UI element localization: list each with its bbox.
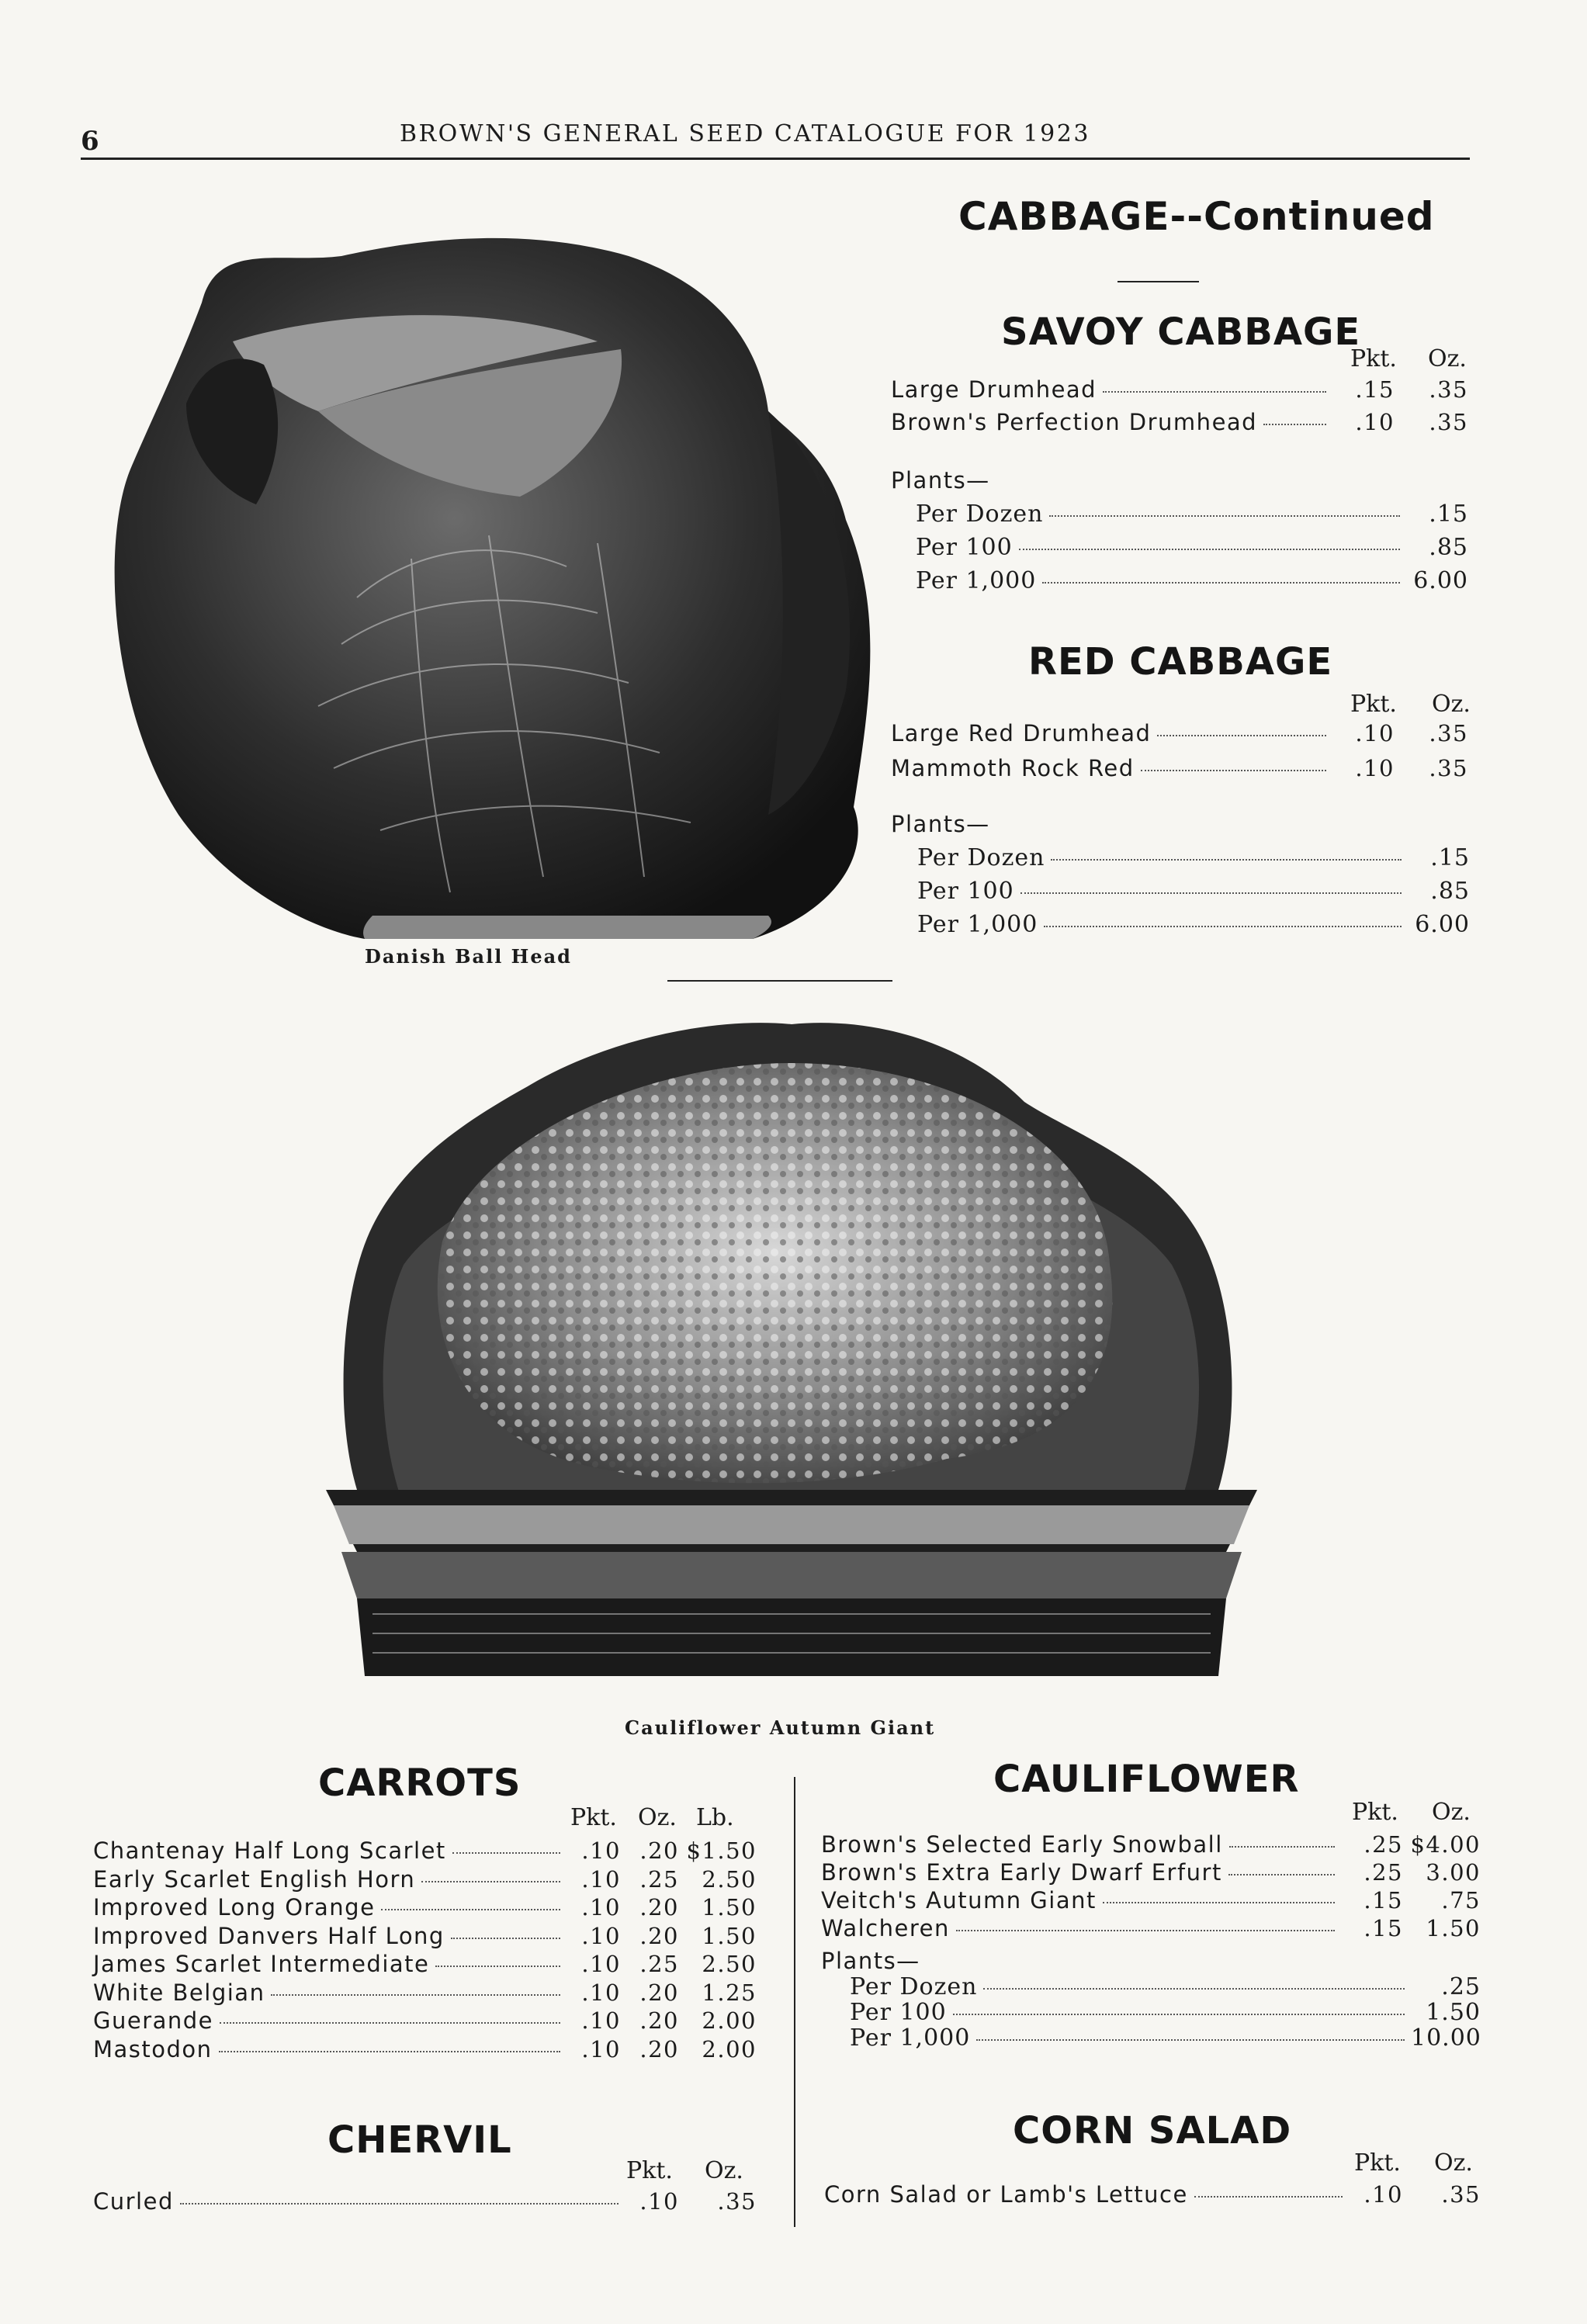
chervil-col-pkt: Pkt.	[626, 2157, 673, 2184]
list-item	[821, 1831, 1481, 1862]
plant-price: 10.00	[1411, 2024, 1481, 2052]
plant-qty: Per 1,000	[850, 2024, 971, 2052]
item-pkt: .10	[581, 1979, 621, 2006]
plant-qty: Per 1,000	[917, 911, 1038, 938]
list-item	[891, 755, 1468, 786]
item-name: Guerande	[93, 2007, 214, 2034]
list-item	[916, 567, 1468, 598]
item-name: Large Drumhead	[891, 376, 1097, 403]
plant-price: .25	[1441, 1973, 1481, 2000]
item-name: Veitch's Autumn Giant	[821, 1887, 1097, 1914]
running-title: BROWN'S GENERAL SEED CATALOGUE FOR 1923	[400, 120, 1090, 147]
carrots-heading: CARROTS	[318, 1761, 521, 1805]
item-oz: .20	[639, 1922, 679, 1949]
item-oz: 3.00	[1426, 1859, 1481, 1886]
item-name: Mammoth Rock Red	[891, 755, 1135, 781]
item-pkt: .10	[1355, 409, 1395, 435]
item-name: Chantenay Half Long Scarlet	[93, 1837, 446, 1864]
item-oz: .35	[717, 2188, 757, 2215]
plant-price: .85	[1430, 878, 1470, 905]
item-name: Brown's Extra Early Dwarf Erfurt	[821, 1859, 1222, 1886]
item-lb: $1.50	[686, 1837, 757, 1864]
column-divider	[794, 1777, 795, 2227]
cauliflower-heading: CAULIFLOWER	[993, 1758, 1300, 1801]
item-pkt: .10	[581, 1837, 621, 1864]
item-name: Improved Long Orange	[93, 1894, 376, 1921]
list-item	[891, 376, 1468, 407]
list-item	[93, 1923, 757, 1954]
item-pkt: .15	[1364, 1887, 1403, 1914]
short-divider	[1117, 281, 1199, 282]
item-lb: 2.00	[702, 2035, 757, 2063]
item-oz: .35	[1441, 2181, 1481, 2208]
list-item	[891, 720, 1468, 751]
plant-qty: Per Dozen	[916, 500, 1044, 528]
item-oz: .25	[639, 1865, 679, 1893]
list-item	[824, 2181, 1481, 2212]
item-oz: .35	[1429, 409, 1468, 435]
list-item	[93, 2007, 757, 2038]
red-col-pkt: Pkt.	[1350, 691, 1397, 718]
item-name: Corn Salad or Lamb's Lettuce	[824, 2181, 1188, 2208]
plant-qty: Per 100	[916, 534, 1013, 561]
list-item	[93, 1979, 757, 2011]
list-item	[850, 2024, 1481, 2056]
item-oz: .25	[639, 1951, 679, 1977]
list-item	[93, 2188, 757, 2219]
item-oz: .20	[639, 2007, 679, 2034]
item-name: James Scarlet Intermediate	[93, 1951, 430, 1977]
item-name: Mastodon	[93, 2035, 213, 2063]
list-item	[821, 1887, 1481, 1918]
page-number: 6	[81, 126, 99, 157]
savoy-col-pkt: Pkt.	[1350, 345, 1397, 372]
list-item	[93, 1866, 757, 1897]
plant-qty: Per 100	[917, 878, 1014, 905]
plant-price: 6.00	[1413, 567, 1468, 594]
item-oz: .20	[639, 2035, 679, 2063]
list-item	[917, 878, 1470, 909]
list-item	[93, 1951, 757, 1982]
item-name: Early Scarlet English Horn	[93, 1865, 416, 1893]
cauliflower-plants-label: Plants—	[821, 1948, 920, 1974]
list-item	[821, 1859, 1481, 1890]
item-oz: .35	[1429, 720, 1468, 746]
list-item	[821, 1915, 1481, 1946]
item-oz: .20	[639, 1894, 679, 1921]
corn-salad-col-pkt: Pkt.	[1354, 2149, 1401, 2177]
item-name: Curled	[93, 2188, 174, 2215]
item-pkt: .10	[581, 1951, 621, 1977]
item-pkt: .15	[1355, 376, 1395, 403]
item-name: Brown's Selected Early Snowball	[821, 1831, 1223, 1858]
list-item	[916, 500, 1468, 532]
item-name: White Belgian	[93, 1979, 265, 2006]
header-rule	[81, 158, 1470, 160]
red-col-oz: Oz.	[1432, 691, 1471, 718]
list-item	[93, 2036, 757, 2067]
item-lb: 2.00	[702, 2007, 757, 2034]
item-oz: 1.50	[1426, 1915, 1481, 1941]
corn-salad-col-oz: Oz.	[1434, 2149, 1473, 2177]
plant-qty: Per Dozen	[850, 1973, 978, 2000]
plant-price: .85	[1429, 534, 1468, 561]
chervil-heading: CHERVIL	[327, 2118, 512, 2162]
plant-price: .15	[1430, 844, 1470, 871]
item-lb: 2.50	[702, 1951, 757, 1977]
plant-qty: Per 1,000	[916, 567, 1037, 594]
cauliflower-caption: Cauliflower Autumn Giant	[625, 1716, 936, 1739]
cauliflower-col-oz: Oz.	[1432, 1799, 1471, 1826]
item-lb: 1.50	[702, 1894, 757, 1921]
item-pkt: .25	[1364, 1859, 1403, 1886]
plant-qty: Per 100	[850, 1999, 947, 2026]
danish-ball-head-cabbage-illustration	[85, 210, 892, 954]
item-pkt: .25	[1364, 1831, 1403, 1858]
corn-salad-heading: CORN SALAD	[1013, 2109, 1292, 2153]
chervil-col-oz: Oz.	[705, 2157, 743, 2184]
item-pkt: .10	[639, 2188, 679, 2215]
section-divider	[667, 980, 892, 982]
item-pkt: .15	[1364, 1915, 1403, 1941]
plant-qty: Per Dozen	[917, 844, 1045, 871]
red-cabbage-heading: RED CABBAGE	[1028, 640, 1333, 684]
item-pkt: .10	[581, 1922, 621, 1949]
carrots-col-oz: Oz.	[638, 1804, 677, 1831]
item-lb: 1.50	[702, 1922, 757, 1949]
savoy-col-oz: Oz.	[1428, 345, 1467, 372]
cauliflower-col-pkt: Pkt.	[1352, 1799, 1398, 1826]
savoy-plants-label: Plants—	[891, 467, 990, 494]
item-pkt: .10	[581, 1865, 621, 1893]
item-lb: 2.50	[702, 1865, 757, 1893]
plant-price: 6.00	[1415, 911, 1470, 938]
item-pkt: .10	[1355, 755, 1395, 781]
item-name: Large Red Drumhead	[891, 720, 1152, 746]
savoy-cabbage-heading: SAVOY CABBAGE	[1001, 310, 1361, 354]
list-item	[93, 1894, 757, 1925]
item-oz: .75	[1441, 1887, 1481, 1914]
item-pkt: .10	[581, 1894, 621, 1921]
item-oz: $4.00	[1410, 1831, 1481, 1858]
item-lb: 1.25	[702, 1979, 757, 2006]
list-item	[917, 844, 1470, 875]
cabbage-caption: Danish Ball Head	[365, 945, 572, 968]
item-pkt: .10	[581, 2007, 621, 2034]
item-oz: .20	[639, 1837, 679, 1864]
list-item	[93, 1837, 757, 1869]
item-name: Improved Danvers Half Long	[93, 1922, 445, 1949]
carrots-col-pkt: Pkt.	[570, 1804, 617, 1831]
item-name: Walcheren	[821, 1915, 950, 1941]
item-pkt: .10	[1364, 2181, 1403, 2208]
item-oz: .35	[1429, 376, 1468, 403]
red-plants-label: Plants—	[891, 811, 990, 837]
list-item	[891, 409, 1468, 440]
item-name: Brown's Perfection Drumhead	[891, 409, 1258, 435]
cabbage-continued-heading: CABBAGE--Continued	[958, 194, 1435, 239]
item-oz: .20	[639, 1979, 679, 2006]
plant-price: .15	[1429, 500, 1468, 528]
item-pkt: .10	[581, 2035, 621, 2063]
plant-price: 1.50	[1426, 1999, 1481, 2026]
list-item	[916, 534, 1468, 565]
cauliflower-autumn-giant-illustration	[326, 1009, 1257, 1699]
carrots-col-lb: Lb.	[696, 1804, 734, 1831]
item-pkt: .10	[1355, 720, 1395, 746]
list-item	[917, 911, 1470, 942]
item-oz: .35	[1429, 755, 1468, 781]
